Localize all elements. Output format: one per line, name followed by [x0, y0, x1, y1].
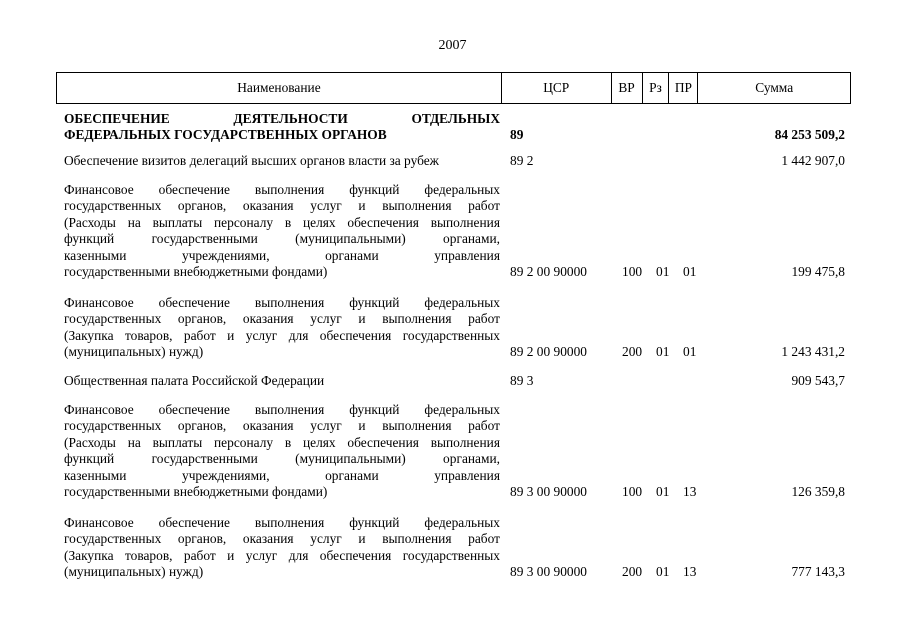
row-name-line: ФЕДЕРАЛЬНЫХ ГОСУДАРСТВЕННЫХ ОРГАНОВ [64, 127, 387, 143]
row-name-line: государственных органов, оказания услуг и выполнения работ [64, 418, 500, 434]
row-name-line: казенными учреждениями, органами управления [64, 247, 500, 263]
row-name-line: Финансовое обеспечение выполнения функций федеральных [64, 295, 500, 310]
row-name [64, 295, 500, 361]
row-pr: 01 [683, 344, 697, 360]
row-csr: 89 2 00 90000 [510, 264, 587, 279]
row-name-line: Финансовое обеспечение выполнения функций федеральных [64, 182, 500, 197]
row-name-line: государственных органов, оказания услуг и выполнения работ [64, 198, 500, 214]
row-pr: 13 [683, 564, 697, 580]
row-name [64, 402, 500, 500]
row-vr: 100 [622, 264, 643, 279]
row-name [64, 153, 500, 169]
row-name-line: Финансовое обеспечение выполнения функций федеральных [64, 402, 500, 417]
row-name-line: (муниципальных) нужд) [64, 344, 204, 360]
row-name [64, 111, 500, 144]
row-csr: 89 2 [510, 153, 534, 168]
row-csr: 89 2 00 90000 [510, 344, 587, 360]
header-csr: ЦСР [502, 73, 612, 103]
header-sum: Сумма [755, 80, 794, 95]
row-name-line: функций государственными (муниципальными) органами, [64, 231, 500, 247]
row-name-line: функций государственными (муниципальными) органами, [64, 451, 500, 467]
row-name-line: казенными учреждениями, органами управления [64, 467, 500, 483]
row-sum: 126 359,8 [791, 484, 845, 499]
row-name-line: (муниципальных) нужд) [64, 564, 204, 580]
row-name-line: (Закупка товаров, работ и услуг для обеспечения государственных [64, 547, 500, 563]
row-name [64, 182, 500, 280]
row-pr: 13 [683, 484, 697, 499]
row-name-line: государственных органов, оказания услуг и выполнения работ [64, 531, 500, 547]
row-rz: 01 [656, 564, 670, 580]
row-name [64, 515, 500, 581]
row-name [64, 373, 500, 389]
row-sum: 84 253 509,2 [774, 127, 845, 143]
row-name-line: (Расходы на выплаты персоналу в целях обеспечения выполнения [64, 214, 500, 230]
row-vr: 200 [622, 344, 643, 360]
row-sum: 1 243 431,2 [781, 344, 845, 360]
page-number: 2007 [438, 38, 467, 53]
header-name: Наименование [57, 73, 502, 103]
row-name-line: Обеспечение визитов делегаций высших органов власти за рубеж [64, 153, 439, 168]
row-name-line: Финансовое обеспечение выполнения функций федеральных [64, 515, 500, 530]
table-header [56, 72, 851, 104]
row-sum: 777 143,3 [791, 564, 845, 580]
row-vr: 100 [622, 484, 643, 499]
row-csr: 89 3 00 90000 [510, 484, 587, 499]
row-pr: 01 [683, 264, 697, 279]
row-rz: 01 [656, 484, 670, 499]
header-vr: ВР [612, 73, 643, 103]
row-csr: 89 [510, 127, 524, 143]
row-csr: 89 3 [510, 373, 534, 388]
header-pr: ПР [669, 73, 698, 103]
row-name-line: государственными внебюджетными фондами) [64, 484, 328, 500]
row-name-line: государственных органов, оказания услуг и выполнения работ [64, 311, 500, 327]
header-rz: Рз [643, 73, 670, 103]
row-rz: 01 [656, 344, 670, 360]
row-name-line: Общественная палата Российской Федерации [64, 373, 325, 388]
row-name-line: государственными внебюджетными фондами) [64, 264, 328, 280]
row-name-line: ОБЕСПЕЧЕНИЕ ДЕЯТЕЛЬНОСТИ ОТДЕЛЬНЫХ [64, 111, 500, 126]
row-vr: 200 [622, 564, 643, 580]
row-rz: 01 [656, 264, 670, 279]
row-sum: 1 442 907,0 [781, 153, 845, 168]
row-sum: 199 475,8 [791, 264, 845, 279]
row-name-line: (Закупка товаров, работ и услуг для обеспечения государственных [64, 327, 500, 343]
row-csr: 89 3 00 90000 [510, 564, 587, 580]
row-sum: 909 543,7 [791, 373, 845, 388]
row-name-line: (Расходы на выплаты персоналу в целях обеспечения выполнения [64, 434, 500, 450]
